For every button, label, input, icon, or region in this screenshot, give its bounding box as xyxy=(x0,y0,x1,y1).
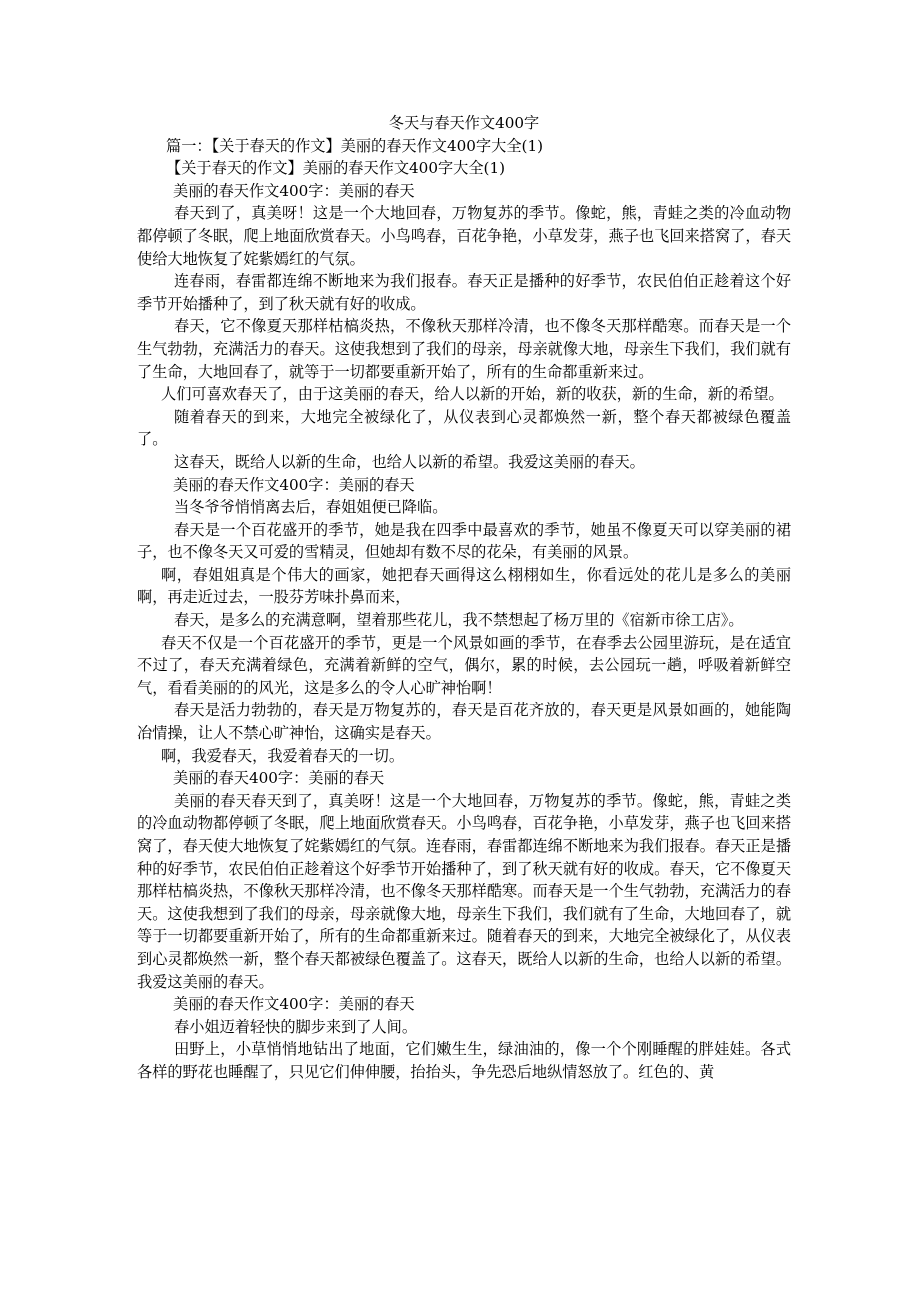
document-title: 冬天与春天作文400字 xyxy=(388,114,540,132)
paragraph: 春小姐迈着轻快的脚步来到了人间。 xyxy=(174,1017,417,1036)
section-subtitle: 美丽的春天作文400字：美丽的春天 xyxy=(173,995,415,1014)
paragraph: 春天不仅是一个百花盛开的季节，更是一个风景如画的季节，在春季去公园里游玩，是在适宜不过了，春天充满着绿色，充满着新鲜的空气，偶尔，累的时候，去公园玩一趟，呼吸着新鲜空气，看看美丽的的风光，这是多么的令人心旷神怡啊！ xyxy=(137,633,791,697)
paragraph: 春天是一个百花盛开的季节，她是我在四季中最喜欢的季节，她虽不像夏天可以穿美丽的裙子，也不像冬天又可爱的雪精灵，但她却有数不尽的花朵，有美丽的风景。 xyxy=(137,520,791,562)
paragraph: 随着春天的到来，大地完全被绿化了，从仪表到心灵都焕然一新，整个春天都被绿色覆盖了。 xyxy=(137,407,791,449)
article-heading-1: 篇一：【关于春天的作文】美丽的春天作文400字大全(1) xyxy=(166,136,544,155)
section-subtitle: 美丽的春天400字：美丽的春天 xyxy=(173,769,385,788)
paragraph: 这春天，既给人以新的生命，也给人以新的希望。我爱这美丽的春天。 xyxy=(174,452,645,471)
paragraph: 当冬爷爷悄悄离去后，春姐姐便已降临。 xyxy=(174,498,448,517)
paragraph: 啊，春姐姐真是个伟大的画家，她把春天画得这么栩栩如生，你看远处的花儿是多么的美丽啊，再走近过去，一股芬芳味扑鼻而来， xyxy=(137,565,791,607)
paragraph: 田野上，小草悄悄地钻出了地面，它们嫩生生，绿油油的，像一个个刚睡醒的胖娃娃。各式各样的野花也睡醒了，只见它们伸伸腰，抬抬头，争先恐后地纵情怒放了。红色的、黄 xyxy=(137,1040,791,1081)
paragraph: 连春雨，春雷都连绵不断地来为我们报春。春天正是播种的好季节，农民伯伯正趁着这个好季节开始播种了，到了秋天就有好的收成。 xyxy=(137,272,791,313)
paragraph: 春天，它不像夏天那样枯槁炎热，不像秋天那样冷清，也不像冬天那样酷寒。而春天是一个生气勃勃，充满活力的春天。这使我想到了我们的母亲，母亲就像大地，母亲生下我们，我们就有了生命，大地回春了，就等于一切都要重新开始了，所有的生命都重新来过。 xyxy=(137,317,791,381)
paragraph: 啊，我爱春天，我爱着春天的一切。 xyxy=(161,746,404,765)
paragraph: 美丽的春天春天到了，真美呀！这是一个大地回春，万物复苏的季节。像蛇，熊，青蛙之类的冷血动物都停顿了冬眠，爬上地面欣赏春天。小鸟鸣春，百花争艳，小草发芽，燕子也飞回来搭窝了，春天使大地恢复了姹紫嫣红的气氛。连春雨，春雷都连绵不断地来为我们报春。春天正是播种的好季节，农民伯伯正趁着这个好季节开始播种了，到了秋天就有好的收成。春天，它不像夏天那样枯槁炎热，不像秋天那样冷清，也不像冬天那样酷寒。而春天是一个生气勃勃，充满活力的春天。这使我想到了我们的母亲，母亲就像大地，母亲生下我们，我们就有了生命，大地回春了，就等于一切都要重新开始了，所有的生命都重新来过。随着春天的到来，大地完全被绿化了，从仪表到心灵都焕然一新，整个春天都被绿色覆盖了。这春天，既给人以新的生命，也给人以新的希望。我爱这美丽的春天。 xyxy=(137,791,791,991)
article-heading-2: 【关于春天的作文】美丽的春天作文400字大全(1) xyxy=(166,159,506,178)
section-subtitle: 美丽的春天作文400字：美丽的春天 xyxy=(173,181,415,200)
section-subtitle: 美丽的春天作文400字：美丽的春天 xyxy=(173,475,415,494)
document-page xyxy=(137,112,791,1084)
paragraph: 人们可喜欢春天了，由于这美丽的春天，给人以新的开始，新的收获，新的生命，新的希望。 xyxy=(161,385,784,404)
paragraph: 春天到了，真美呀！这是一个大地回春，万物复苏的季节。像蛇，熊，青蛙之类的冷血动物都停顿了冬眠，爬上地面欣赏春天。小鸟鸣春，百花争艳，小草发芽，燕子也飞回来搭窝了，春天使给大地恢复了姹紫嫣红的气氛。 xyxy=(137,204,791,268)
paragraph: 春天是活力勃勃的，春天是万物复苏的，春天是百花齐放的，春天更是风景如画的，她能陶冶情操，让人不禁心旷神怡，这确实是春天。 xyxy=(137,701,791,743)
paragraph: 春天，是多么的充满意啊，望着那些花儿，我不禁想起了杨万里的《宿新市徐工店》。 xyxy=(174,611,744,630)
